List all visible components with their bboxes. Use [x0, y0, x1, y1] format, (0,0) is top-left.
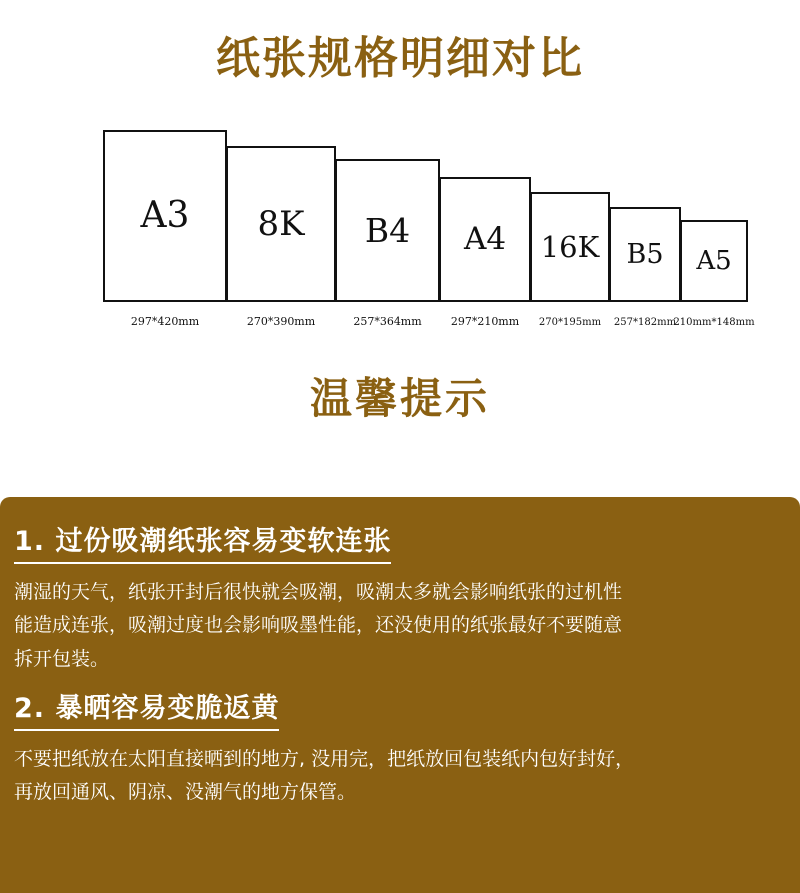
paper-item: [673, 220, 755, 328]
tip-title-2: 2. 暴晒容易变脆返黄: [14, 686, 279, 731]
paper-label: B5: [626, 239, 664, 270]
paper-dimension-label: 270*390mm: [246, 315, 316, 328]
page-title: 纸张规格明细对比: [216, 33, 584, 84]
paper-label: A5: [696, 246, 732, 276]
tips-panel: [0, 497, 800, 893]
paper-item: [103, 130, 227, 328]
paper-item: [439, 177, 531, 328]
paper-label: 8K: [257, 204, 305, 244]
paper-box: [680, 220, 748, 302]
tip-line: 再放回通风、阴凉、没潮气的地方保管。: [14, 781, 357, 803]
paper-item: [335, 159, 440, 328]
paper-dimension-label: 297*210mm: [450, 315, 520, 328]
paper-label: A3: [140, 195, 190, 236]
tip-line: 潮湿的天气，纸张开封后很快就会吸潮，吸潮太多就会影响纸张的过机性: [14, 581, 623, 603]
paper-dimension-label: 257*364mm: [353, 315, 422, 328]
paper-box: [439, 177, 531, 302]
tip-body-2: [14, 743, 786, 810]
paper-label: 16K: [540, 229, 600, 264]
tip-title-1: 1. 过份吸潮纸张容易变软连张: [14, 519, 391, 564]
paper-item: [530, 192, 610, 328]
paper-dimension-label: 270*195mm: [538, 317, 602, 328]
paper-box: [530, 192, 610, 302]
tips-heading: 温馨提示: [309, 374, 490, 423]
paper-size-chart: [0, 114, 800, 344]
paper-size-row: [0, 130, 800, 328]
tip-block-2: [14, 686, 786, 810]
paper-box: [609, 207, 681, 302]
paper-item: [226, 146, 336, 328]
paper-dimension-label: 210mm*148mm: [673, 317, 755, 328]
tip-block-1: [14, 519, 786, 676]
paper-box: [335, 159, 440, 302]
paper-box: [103, 130, 227, 302]
tip-line: 不要把纸放在太阳直接晒到的地方, 没用完，把纸放回包装纸内包好封好，: [14, 747, 635, 770]
tip-line: 拆开包装。: [14, 647, 110, 670]
paper-box: [226, 146, 336, 302]
paper-item: [609, 207, 681, 328]
paper-label: A4: [463, 221, 507, 257]
paper-dimension-label: 257*182mm: [613, 317, 677, 328]
paper-dimension-label: 297*420mm: [130, 315, 200, 328]
paper-label: B4: [364, 211, 411, 250]
tip-line: 能造成连张，吸潮过度也会影响吸墨性能，还没使用的纸张最好不要随意: [14, 614, 623, 637]
tip-body-1: [14, 576, 786, 676]
